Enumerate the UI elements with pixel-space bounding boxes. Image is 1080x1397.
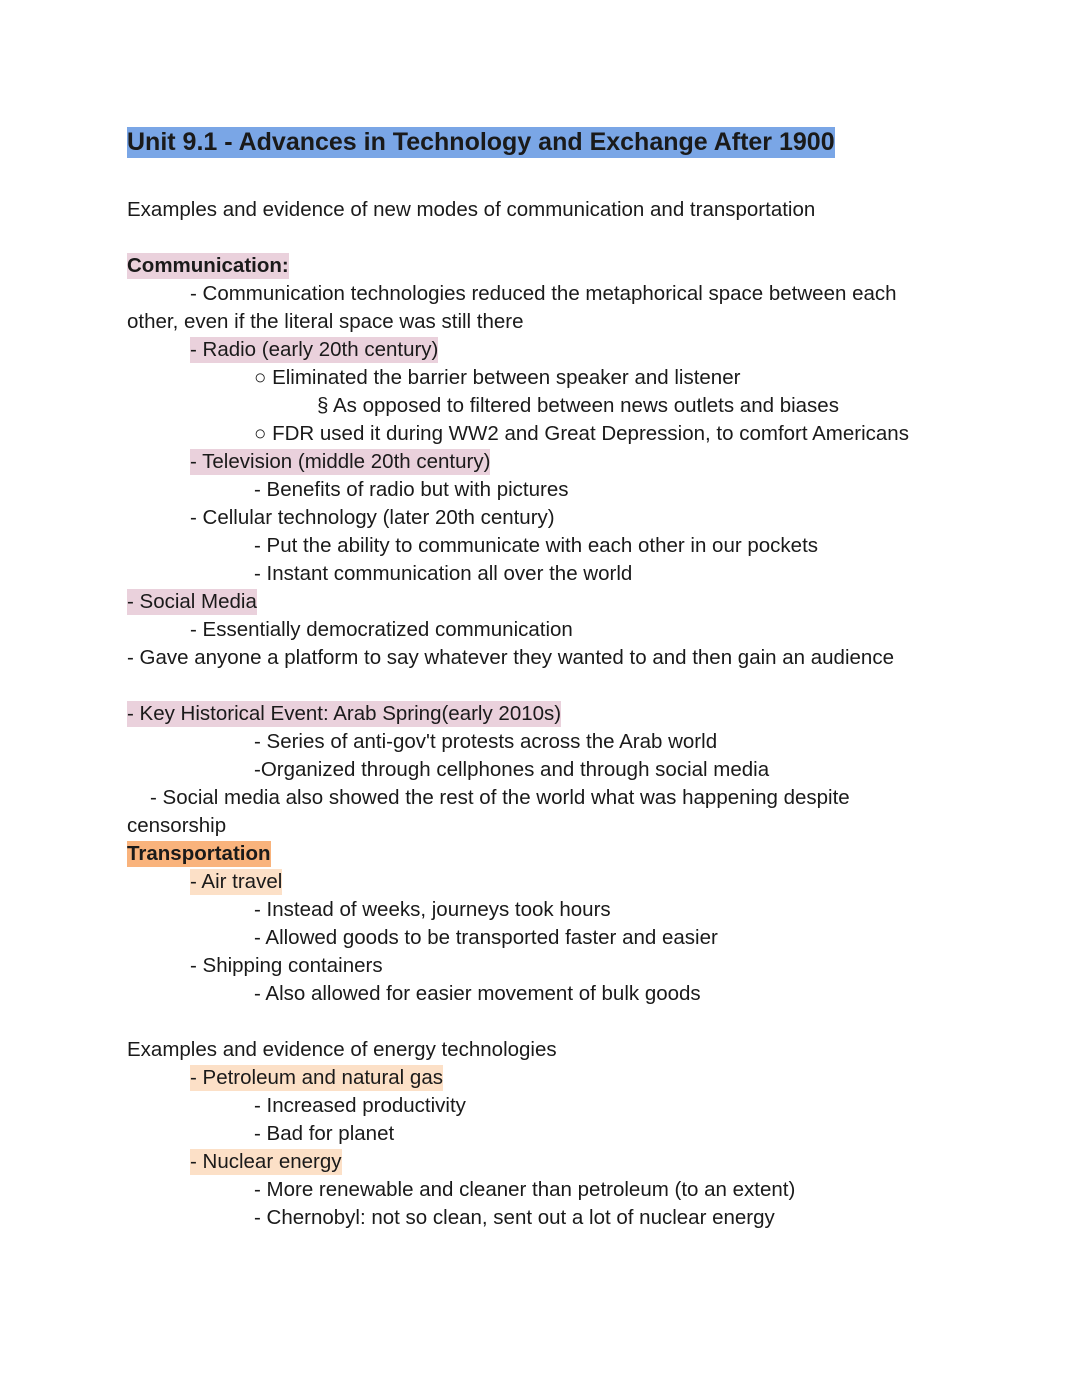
social-media-item-text: - Social Media: [127, 590, 257, 613]
shipping-item: - Shipping containers: [190, 954, 383, 977]
social-media-point-1: - Essentially democratized communication: [190, 618, 573, 641]
arab-spring-point-2: -Organized through cellphones and through social media: [254, 758, 770, 781]
transportation-heading: [127, 841, 271, 867]
shipping-point-1: - Also allowed for easier movement of bulk goods: [254, 982, 701, 1005]
petroleum-item-text: - Petroleum and natural gas: [190, 1066, 443, 1089]
social-media-point-2: - Gave anyone a platform to say whatever they wanted to and then gain an audience: [127, 646, 894, 669]
radio-item: [190, 337, 438, 363]
television-item: [190, 449, 490, 475]
radio-point-1: ○ Eliminated the barrier between speaker and listener: [254, 366, 741, 389]
television-item-text: - Television (middle 20th century): [190, 450, 491, 473]
communication-heading: [127, 253, 289, 279]
radio-point-2: ○ FDR used it during WW2 and Great Depression, to comfort Americans: [254, 422, 909, 445]
air-travel-item: [190, 869, 282, 895]
television-point-1: - Benefits of radio but with pictures: [254, 478, 569, 501]
air-travel-point-2: - Allowed goods to be transported faster and easier: [254, 926, 718, 949]
air-travel-item-text: - Air travel: [190, 870, 283, 893]
air-travel-point-1: - Instead of weeks, journeys took hours: [254, 898, 611, 921]
nuclear-point-1: - More renewable and cleaner than petroleum (to an extent): [254, 1178, 796, 1201]
arab-spring-point-3-line-a: - Social media also showed the rest of the world what was happening despite: [150, 786, 850, 809]
cellular-item: - Cellular technology (later 20th century): [190, 506, 555, 529]
transportation-heading-text: Transportation: [127, 842, 271, 865]
petroleum-point-1: - Increased productivity: [254, 1094, 466, 1117]
comm-point-1-line-a: - Communication technologies reduced the metaphorical space between each: [190, 282, 897, 305]
comm-point-1-line-b: other, even if the literal space was still there: [127, 310, 524, 333]
nuclear-item-text: - Nuclear energy: [190, 1150, 342, 1173]
petroleum-item: [190, 1065, 443, 1091]
communication-heading-text: Communication:: [127, 254, 289, 277]
intro-text: Examples and evidence of new modes of communication and transportation: [127, 198, 816, 221]
energy-intro-text: Examples and evidence of energy technologies: [127, 1038, 557, 1061]
radio-subpoint-1: § As opposed to filtered between news outlets and biases: [317, 394, 839, 417]
page-title: [127, 126, 835, 158]
arab-spring-item-text: - Key Historical Event: Arab Spring(early 2010s): [127, 702, 562, 725]
social-media-item: [127, 589, 257, 615]
arab-spring-item: [127, 701, 561, 727]
nuclear-item: [190, 1149, 342, 1175]
arab-spring-point-1: - Series of anti-gov't protests across the Arab world: [254, 730, 718, 753]
title-text: Unit 9.1 - Advances in Technology and Exchange After 1900: [127, 128, 835, 156]
petroleum-point-2: - Bad for planet: [254, 1122, 395, 1145]
cellular-point-1: - Put the ability to communicate with each other in our pockets: [254, 534, 819, 557]
nuclear-point-2: - Chernobyl: not so clean, sent out a lot of nuclear energy: [254, 1206, 775, 1229]
arab-spring-point-3-line-b: censorship: [127, 814, 227, 837]
radio-item-text: - Radio (early 20th century): [190, 338, 439, 361]
cellular-point-2: - Instant communication all over the world: [254, 562, 633, 585]
